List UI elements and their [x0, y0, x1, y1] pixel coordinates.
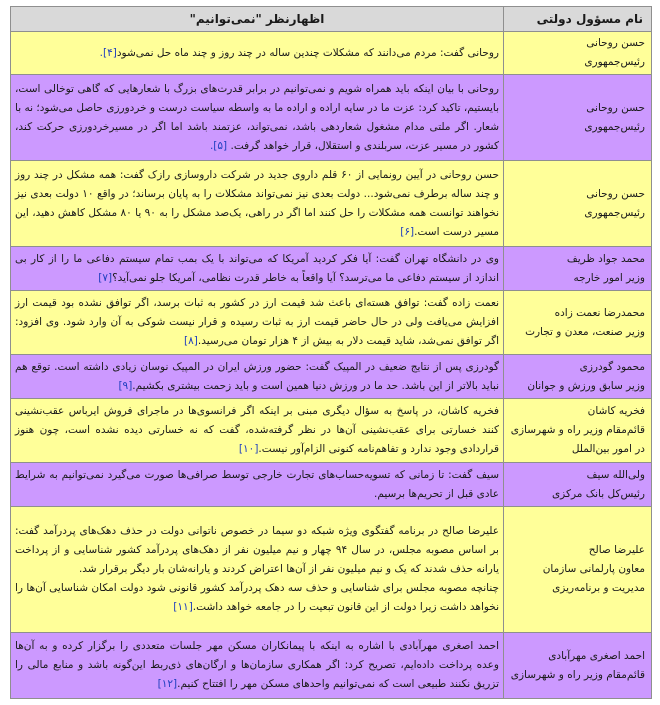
reference-link[interactable]: [۵].: [209, 139, 228, 152]
statement-cell: [11, 291, 504, 355]
reference-link[interactable]: [۶]: [400, 225, 415, 238]
table-row: [11, 247, 652, 291]
official-role: قائم‌مقام وزیر راه و شهرسازی: [510, 668, 645, 681]
header-statement: اظهارنظر "نمی‌توانیم": [11, 7, 504, 32]
official-name: علیرضا صالح: [588, 544, 645, 556]
official-name: احمد اصغری مهرآبادی: [548, 649, 645, 662]
official-cell: [504, 247, 652, 291]
statement-text: روحانی با بیان اینکه باید همراه شویم و نمی‌توانیم در برابر قدرت‌های بزرگ با شعارهایی که گاهی توخالی است، بایستیم، تاکید کرد: عزت ما در سایه اراده و اراده ما به واسطه سیاست درست و خردورزی حاصل می‌شود؛ نه با شعار. اگر ملتی مدام مشغول شعاردهی باشد، نمی‌تواند، عزتمند باشد اما اگر در مسیرخردورزی حرکت کند، کشور در مسیر عزت، سربلندی و استقلال، قرار خواهد گرفت.: [15, 82, 499, 152]
official-cell: [504, 507, 652, 633]
statement-text: فخریه کاشان، در پاسخ به سؤال دیگری مبنی بر اینکه اگر فرانسوی‌ها در ماجرای فروش ایرباس عقب‌نشینی کنند خسارتی برای عقب‌نشینی آن‌ها در نظر گرفته‌شده، گفت که نه خسارتی دیده نشده است، چون هنوز قراردادی وجود ندارد و تفاهم‌نامه کنونی الزام‌آور نیست.: [15, 405, 499, 455]
statement-cell: [11, 75, 504, 161]
statement-text: وی در دانشگاه تهران گفت: آیا فکر کردید آمریکا که می‌تواند با یک بمب تمام سیستم دفاعی ما را از کار بی اندازد از سیستم دفاعی ما می‌ترسد؟ آیا واقعاً به خاطر قدرت نظامی، آمریکا جلو نمی‌آید؟: [15, 252, 499, 284]
official-role: رئیس‌جمهوری: [584, 206, 645, 219]
statement-cell: [11, 633, 504, 699]
table-row: [11, 291, 652, 355]
reference-link[interactable]: [۴].: [99, 46, 117, 59]
official-name: ولی‌الله سیف: [586, 468, 645, 481]
official-cell: [504, 399, 652, 463]
official-role: وزیر سابق ورزش و جوانان: [527, 379, 645, 392]
table-row: [11, 633, 652, 699]
statement-cell: [11, 355, 504, 399]
official-name: حسن روحانی: [586, 187, 645, 200]
table-row: [11, 507, 652, 633]
statement-cell: [11, 399, 504, 463]
official-role: وزیر امور خارجه: [573, 271, 645, 284]
official-cell: [504, 463, 652, 507]
official-cell: [504, 291, 652, 355]
official-role: معاون پارلمانی سازمان مدیریت و برنامه‌ریزی: [542, 563, 645, 594]
official-name: حسن روحانی: [586, 101, 645, 114]
statement-text: علیرضا صالح در برنامه گفتگوی ویژه شبکه دو سیما در خصوص ناتوانی دولت در حذف دهک‌های پردرآمد گفت: بر اساس مصوبه مجلس، در سال ۹۴ چهار و نیم میلیون نفر از دهک‌های پردرآمد کشور شناسایی و از پرداخت یارانه حذف شدند که یک و نیم میلیون نفر از آن‌ها اعتراض کردند و یارانه‌شان بار دیگر برقرار شد.: [15, 525, 499, 575]
statement-cell: [11, 507, 504, 633]
reference-link[interactable]: [۱۲]: [157, 678, 178, 690]
official-cell: [504, 161, 652, 247]
official-role: رئیس‌جمهوری: [584, 120, 645, 133]
statements-table: [10, 6, 652, 699]
statement-cell: [11, 32, 504, 75]
official-cell: [504, 355, 652, 399]
statement-cell: [11, 463, 504, 507]
table-header-row: [11, 7, 652, 32]
official-cell: [504, 75, 652, 161]
official-role: رئیس‌جمهوری: [584, 56, 645, 68]
official-role: قائم‌مقام وزیر راه و شهرسازی در امور بین‌الملل: [510, 424, 645, 455]
official-cell: [504, 633, 652, 699]
official-role: وزیر صنعت، معدن و تجارت: [525, 325, 645, 338]
statement-text: نعمت زاده گفت: توافق هسته‌ای باعث شد قیمت ارز در کشور به ثبات برسد، اگر توافق نشده بود قیمت ارز افزایش می‌یافت ولی در حال حاضر قیمت ارز به ثبات رسیده و قرار نیست شوکی به آن وارد شود. وی افزود: اگر توافق نمی‌شد، شاید قیمت دلار به بیش از ۴ هزار تومان می‌رسید.: [15, 297, 499, 347]
statement-text: حسن روحانی در آیین رونمایی از ۶۰ قلم داروی جدید در شرکت داروسازی رازک گفت: همه مشکل در چند روز و چند ساله برطرف نمی‌شود... دولت بعدی نیز نمی‌تواند مشکلات را به پایان برساند؛ در واقع ۱۰ دولت بعدی نیز نخواهند توانست همه مشکلات را حل کنند اما اگر در راهی، یک‌صد مشکل را به ۹۰ یا ۸۰ مشکل کاهش دهید، این مسیر درست است.: [15, 168, 500, 238]
statement-text: روحانی گفت: مردم می‌دانند که مشکلات چندین ساله در چند روز و چند ماه حل نمی‌شود: [116, 46, 499, 59]
official-name: حسن روحانی: [586, 37, 645, 49]
table-row: [11, 161, 652, 247]
official-name: محمود گودرزی: [579, 360, 645, 373]
official-role: رئیس‌کل بانک مرکزی: [551, 487, 645, 500]
official-name: محمدرضا نعمت زاده: [554, 306, 645, 319]
statement-text-continued: چنانچه مصوبه مجلس برای شناسایی و حذف سه دهک پردرآمد کشور قانونی شود دولت امکان شناسایی آن‌ها را نخواهد داشت زیرا دولت از این قانون تبعیت را در جامعه خواهد داشت.: [15, 582, 499, 613]
table-row: [11, 32, 652, 75]
official-cell: [504, 32, 652, 75]
table-row: [11, 355, 652, 399]
official-name: فخریه کاشان: [587, 405, 645, 417]
reference-link[interactable]: [۹]: [118, 379, 133, 392]
reference-link[interactable]: [۸]: [184, 335, 198, 347]
reference-link[interactable]: [۱۰]: [238, 443, 259, 455]
table-row: [11, 75, 652, 161]
statement-cell: [11, 247, 504, 291]
table-row: [11, 463, 652, 507]
table-row: [11, 399, 652, 463]
statement-cell: [11, 161, 504, 247]
official-name: محمد جواد ظریف: [566, 252, 645, 265]
statement-text: گودرزی پس از نتایج ضعیف در المپیک گفت: حضور ورزش ایران در المپیک نوسان زیادی داشته است. توقع هم نباید بالاتر از این باشد. حد ما در ورزش دنیا همین است و باید زحمت بیشتری بکشیم.: [15, 360, 499, 392]
statements-table-wrapper: [10, 6, 651, 699]
statement-text: سیف گفت: تا زمانی که تسویه‌حساب‌های تجارت خارجی توسط صرافی‌ها صورت می‌گیرد نمی‌توانیم به شرایط عادی قبل از تحریم‌ها برسیم.: [15, 468, 499, 500]
statement-text: احمد اصغری مهرآبادی با اشاره به اینکه با پیمانکاران مسکن مهر جلسات متعددی را برگزار کرده و به آن‌ها وعده پرداخت داده‌ایم، تصریح کرد: اگر همکاری سازمان‌ها و ارگان‌های ذی‌ربط این‌گونه باشد و منابع مالی را تزریق نکنند طبیعی است که نمی‌توانیم واحدهای مسکن مهر را افتتاح کنیم.: [15, 640, 499, 690]
reference-link[interactable]: [۷]: [98, 271, 113, 284]
header-official-name: نام مسؤول دولتی: [504, 7, 652, 32]
reference-link[interactable]: [۱۱]: [173, 601, 193, 613]
